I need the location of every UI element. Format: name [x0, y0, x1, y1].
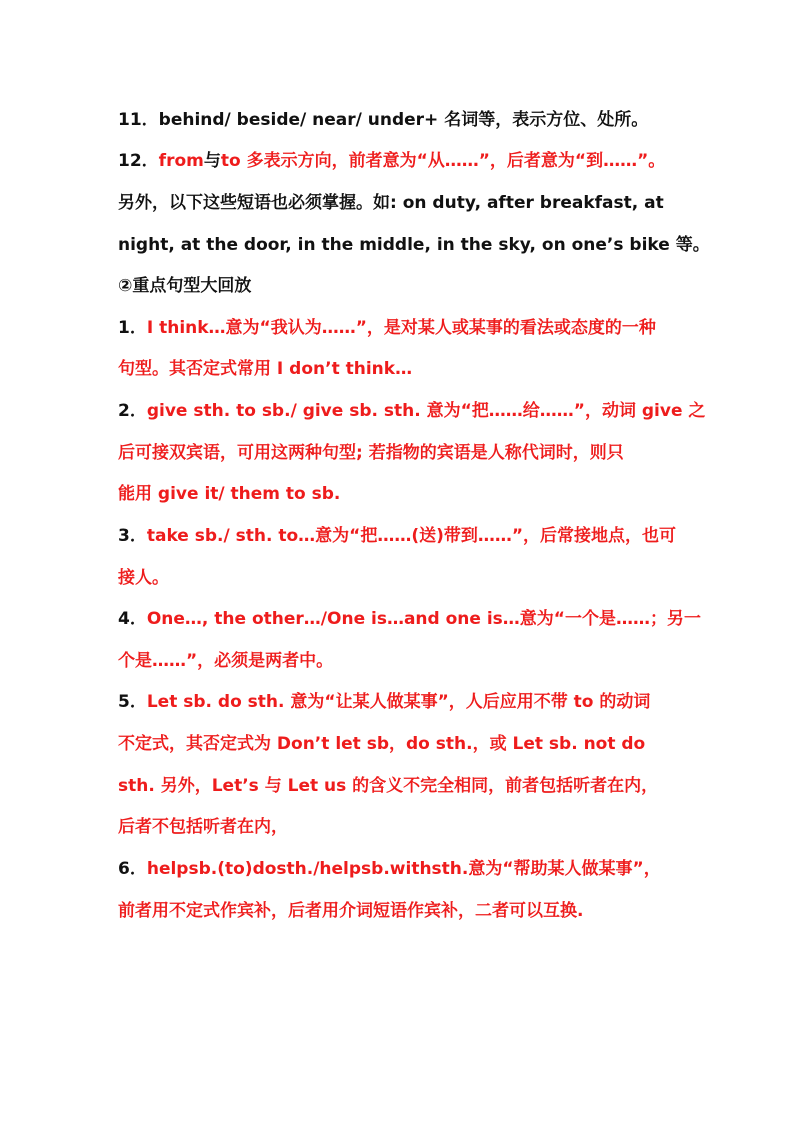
text-segment: give sth. to sb./ give sb. sth. 意为“把……给……”，动词 give 之 [146, 401, 706, 421]
line-pattern-4-cont [118, 649, 333, 673]
text-segment: 3． [118, 526, 147, 546]
line-item-11-prepositions [118, 108, 648, 132]
text-segment: 11．behind/ beside/ near/ under+ 名词等，表示方位、处所。 [118, 110, 649, 130]
text-segment: to 多表示方向，前者意为“从……”，后者意为“到……”。 [220, 151, 666, 171]
line-pattern-4 [118, 607, 701, 631]
text-segment: 前者用不定式作宾补，后者用介词短语作宾补，二者可以互换. [118, 901, 584, 921]
text-segment: from [158, 151, 204, 171]
line-pattern-1-cont [118, 357, 412, 381]
text-segment: sth. 另外，Let’s 与 Let us 的含义不完全相同，前者包括听者在内， [118, 776, 659, 796]
text-segment: 6． [118, 859, 147, 879]
line-pattern-5-cont-a [118, 732, 645, 756]
line-pattern-6-cont [118, 899, 583, 923]
line-phrases-intro [118, 191, 664, 215]
line-pattern-1 [118, 316, 656, 340]
text-segment: night, at the door, in the middle, in the sky, on one’s bike 等。 [118, 235, 710, 255]
line-pattern-5 [118, 690, 650, 714]
text-segment: 接人。 [118, 568, 169, 588]
text-segment: 与 [203, 151, 221, 171]
text-segment: 1． [118, 318, 147, 338]
text-segment: One…, the other…/One is…and one is…意为“一个是……；另一 [146, 609, 701, 629]
line-phrases-continued [118, 233, 710, 257]
text-segment: ②重点句型大回放 [118, 276, 252, 296]
line-pattern-2 [118, 399, 705, 423]
text-segment: helpsb.(to)dosth./helpsb.withsth.意为“帮助某人做某事”， [146, 859, 661, 879]
text-segment: 5． [118, 692, 147, 712]
text-segment: 不定式，其否定式为 Don’t let sb，do sth.，或 Let sb. not do [118, 734, 646, 754]
line-pattern-3 [118, 524, 676, 548]
line-pattern-3-cont [118, 566, 169, 590]
text-segment: 后者不包括听者在内， [118, 817, 288, 837]
line-pattern-2-cont-b [118, 482, 340, 506]
line-pattern-6 [118, 857, 661, 881]
text-segment: 个是……”，必须是两者中。 [118, 651, 334, 671]
text-segment: I think…意为“我认为……”，是对某人或某事的看法或态度的一种 [146, 318, 656, 338]
text-segment: 后可接双宾语，可用这两种句型; 若指物的宾语是人称代词时，则只 [118, 443, 624, 463]
text-segment: 能用 give it/ them to sb. [118, 484, 341, 504]
line-pattern-2-cont-a [118, 441, 624, 465]
section-heading [118, 274, 251, 298]
text-segment: 另外，以下这些短语也必须掌握。如: on duty, after breakfast, at [118, 193, 664, 213]
line-item-12-from-to [118, 149, 665, 173]
text-segment: 4． [118, 609, 147, 629]
line-pattern-5-cont-c [118, 815, 288, 839]
text-segment: 2． [118, 401, 147, 421]
line-pattern-5-cont-b [118, 774, 658, 798]
text-segment: Let sb. do sth. 意为“让某人做某事”，人后应用不带 to 的动词 [146, 692, 651, 712]
text-segment: 句型。其否定式常用 I don’t think… [118, 359, 413, 379]
text-segment: take sb./ sth. to…意为“把……(送)带到……”，后常接地点，也可 [146, 526, 677, 546]
text-segment: 12． [118, 151, 159, 171]
